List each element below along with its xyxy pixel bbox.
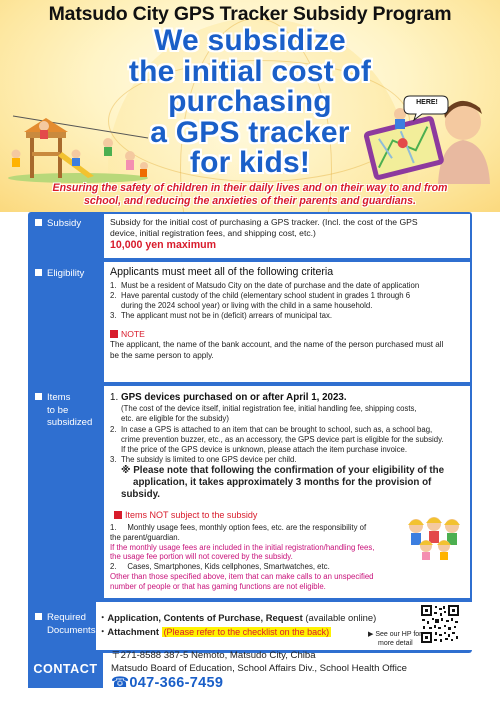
item-3: 3. The subsidy is limited to one GPS device per child. [110, 455, 297, 464]
eligibility-item-2: 2. Have parental custody of the child (elementary school student in grades 1 through 6 during the 2024 school year) or living with the child in a same household. [110, 291, 411, 310]
not-subject-heading: Items NOT subject to the subsidy [110, 509, 464, 521]
square-bullet-icon [35, 269, 42, 276]
playground-illustration [8, 108, 153, 183]
hero-banner [0, 0, 500, 212]
eligibility-list [110, 281, 464, 321]
program-title: Matsudo City GPS Tracker Subsidy Program [48, 3, 452, 25]
red-square-icon [114, 511, 122, 519]
required-cell [96, 602, 472, 650]
qr-code-icon[interactable] [420, 604, 460, 644]
item-1-detail: (The cost of the device itself, initial registration fee, initial handling fee, shipping costs, etc. are eligible for the subsidy) [121, 404, 417, 423]
eligibility-label: Eligibility [28, 268, 100, 281]
tagline-line-2: school, and reducing the anxieties of their parents and guardians. [83, 194, 416, 207]
eligibility-item-3: 3. The applicant must not be in (deficit) arrears of municipal tax. [110, 311, 333, 320]
note-line-2: be the same person to apply. [110, 350, 214, 360]
items-cell [104, 386, 470, 598]
contact-office: Matsudo Board of Education, School Affairs Div., School Health Office [111, 662, 407, 674]
speech-bubble-text: HERE! [416, 99, 438, 106]
required-doc-1: ・Application, Contents of Purchase, Request (available online) [98, 612, 377, 623]
square-bullet-icon [35, 219, 42, 226]
item-2: 2. In case a GPS is attached to an item that can be brought to school, such as, a school bag, crime prevention buzzer, etc., as an accessory, the GPS device part is eligible for the subsidy. If the price of the GPS device is unknown, please attach the item purchase invoice. [110, 425, 444, 454]
not-subject-item-1-warning-1: If the monthly usage fees are included in the initial registration/handling fees, [110, 542, 375, 552]
not-subject-item-2-warning-2: number of people or that has gaming functions are not eligible. [110, 581, 326, 591]
processing-notice: ※ Please note that following the confirmation of your eligibility of the application, it takes approximately 3 months for the provision of subsidy. [121, 465, 445, 500]
square-bullet-icon [35, 613, 42, 620]
eligibility-cell [104, 262, 470, 382]
not-subject-item-2-warning-1: Other than those specified above, item that can make calls to an unspecified [110, 571, 374, 581]
not-subject-item-2: 2. Cases, Smartphones, Kids cellphones, Smartwatches, etc. [110, 562, 330, 572]
item-1: 1. GPS devices purchased on or after April 1, 2023. [110, 392, 347, 403]
subsidy-line-2: device, initial registration fees, and shipping cost, etc.) [110, 228, 316, 238]
tagline-line-1: Ensuring the safety of children in their daily lives and on their way to and from [52, 182, 448, 194]
items-label: Items to be subsidized [28, 392, 100, 430]
tagline [8, 182, 492, 207]
contact-label: CONTACT [28, 650, 103, 688]
not-subject-item-1-cont: the parent/guardian. [110, 532, 180, 542]
subsidy-line-1: Subsidy for the initial cost of purchasing a GPS tracker. (Incl. the cost of the GPS [110, 217, 418, 227]
not-subject-item-1-warning-2: the usage fee portion will not covered by the subsidy. [110, 552, 293, 562]
kids-helmets-illustration [404, 512, 466, 560]
red-square-icon [110, 330, 118, 338]
contact-details [111, 650, 471, 692]
subsidy-label: Subsidy [28, 218, 100, 231]
subsidy-cell [104, 214, 470, 258]
headline-line-3: purchasing [168, 85, 332, 118]
headline-line-2: the initial cost of [128, 54, 372, 88]
checklist-highlight: (Please refer to the checklist on the back) [163, 627, 330, 637]
homepage-link[interactable]: ▶ See our HP for more detail [368, 631, 422, 647]
items-list [110, 391, 464, 465]
headline-line-5: for kids! [189, 146, 311, 179]
square-bullet-icon [35, 393, 42, 400]
subsidy-maximum: 10,000 yen maximum [110, 239, 216, 251]
eligibility-heading: Applicants must meet all of the following criteria [110, 266, 334, 278]
contact-phone[interactable]: ☎047-366-7459 [111, 675, 224, 691]
contact-address: 〒271-8588 387-5 Nemoto, Matsudo City, Chiba [111, 650, 316, 661]
headline-line-4: a GPS tracker [150, 115, 350, 149]
required-doc-2: ・Attachment (Please refer to the checklist on the back) [98, 626, 330, 637]
note-heading: NOTE [110, 329, 464, 340]
headline-line-1: We subsidize [154, 24, 346, 57]
note-line-1: The applicant, the name of the bank account, and the name of the person purchased must all [110, 340, 444, 349]
required-label: Required Documents [28, 612, 100, 637]
not-subject-list [110, 523, 396, 592]
eligibility-item-1: 1. Must be a resident of Matsudo City on the date of purchase and the date of application [110, 281, 420, 290]
not-subject-item-1: 1. Monthly usage fees, monthly option fees, etc. are the responsibility of [110, 523, 367, 532]
